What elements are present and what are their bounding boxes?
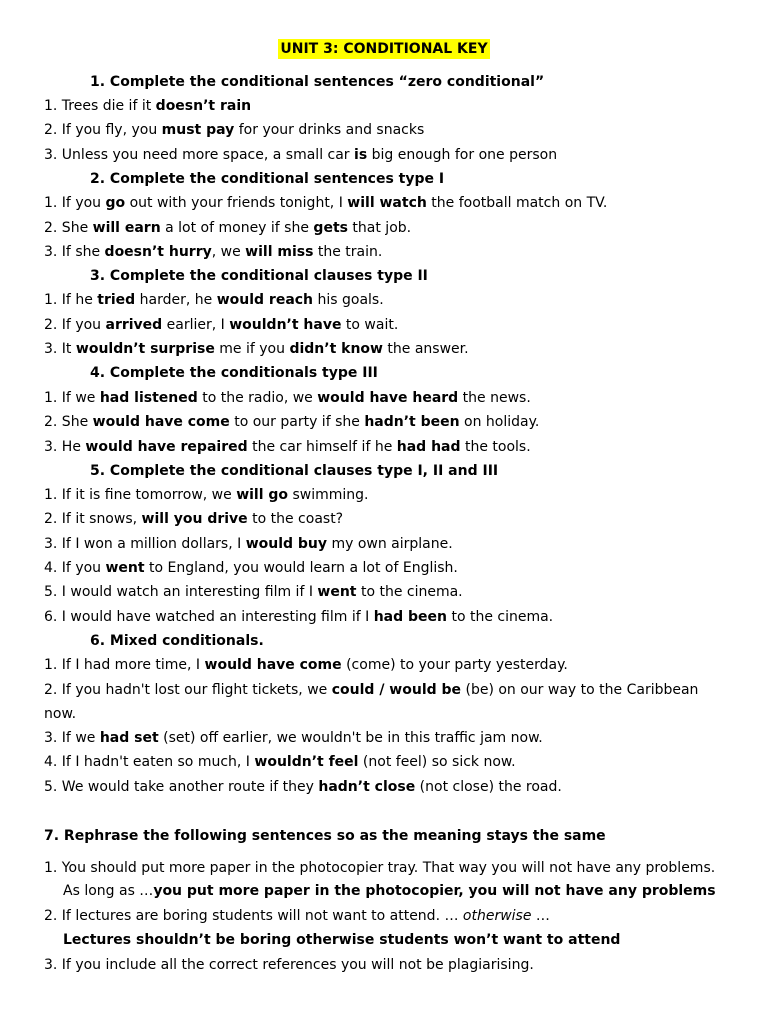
text-span: 5. Complete the conditional clauses type I, II and III (90, 463, 499, 479)
list-item (44, 316, 398, 334)
text-span: 1. Trees die if it (44, 98, 156, 114)
text-span: 3. Complete the conditional clauses type II (90, 268, 428, 284)
list-item (44, 486, 369, 504)
text-span: on holiday. (459, 414, 540, 430)
answer-text: would have repaired (85, 439, 248, 455)
list-item (44, 608, 553, 626)
answer-text: arrived (105, 317, 163, 333)
answer-text: wouldn’t have (229, 317, 342, 333)
section-heading (44, 827, 606, 845)
text-span: the answer. (382, 341, 469, 357)
list-item (44, 859, 715, 877)
section-heading (90, 632, 264, 650)
answer-text: hadn’t been (364, 414, 460, 430)
text-span: the football match on TV. (426, 195, 608, 211)
text-span: (come) to your party yesterday. (341, 657, 568, 673)
answer-text: wouldn’t feel (254, 754, 359, 770)
list-item (44, 583, 463, 601)
section-heading (90, 170, 444, 188)
text-span: 3. If you include all the correct references you will not be plagiarising. (44, 957, 534, 973)
list-item (44, 121, 424, 139)
list-item (44, 681, 698, 699)
answer-text: will you drive (141, 511, 248, 527)
text-span: my own airplane. (327, 536, 453, 552)
list-item (44, 291, 384, 309)
answer-text: you put more paper in the photocopier, you will not have any problems (153, 883, 716, 899)
list-item (63, 931, 620, 949)
text-span: harder, he (135, 292, 217, 308)
text-span: 1. You should put more paper in the photocopier tray. That way you will not have any problems. (44, 860, 716, 876)
list-item (44, 438, 531, 456)
answer-text: would have heard (317, 390, 459, 406)
list-item (44, 194, 607, 212)
page-title: UNIT 3: CONDITIONAL KEY (280, 41, 488, 57)
text-span: the tools. (460, 439, 531, 455)
list-item (44, 243, 382, 261)
text-span: 2. If you (44, 317, 106, 333)
text-span: (not feel) so sick now. (358, 754, 516, 770)
list-item (63, 882, 716, 900)
list-item (44, 705, 76, 723)
text-span: 4. If I hadn't eaten so much, I (44, 754, 255, 770)
answer-text: had been (373, 609, 447, 625)
text-span: now. (44, 706, 77, 722)
text-span: 3. If we (44, 730, 100, 746)
answer-text: must pay (161, 122, 235, 138)
answer-text: could / would be (331, 682, 462, 698)
answer-text: doesn’t rain (155, 98, 252, 114)
text-span: As long as … (63, 883, 154, 899)
text-span: the train. (313, 244, 383, 260)
answer-text: doesn’t hurry (104, 244, 212, 260)
text-span: for your drinks and snacks (234, 122, 425, 138)
answer-text: wouldn’t surprise (75, 341, 215, 357)
emphasis-text: otherwise (462, 908, 532, 924)
text-span: a lot of money if she (160, 220, 314, 236)
section-heading (90, 462, 498, 480)
text-span: 2. If lectures are boring students will not want to attend. … (44, 908, 463, 924)
text-span: out with your friends tonight, I (125, 195, 348, 211)
text-span: (not close) the road. (415, 779, 562, 795)
text-span: 7. Rephrase the following sentences so as the meaning stays the same (44, 828, 606, 844)
answer-text: will go (236, 487, 289, 503)
text-span: the news. (458, 390, 531, 406)
list-item (44, 656, 568, 674)
answer-text: is (354, 147, 368, 163)
answer-text: had listened (99, 390, 198, 406)
text-span: … (531, 908, 550, 924)
answer-text: would reach (216, 292, 314, 308)
text-span: 1. Complete the conditional sentences “zero conditional” (90, 74, 545, 90)
text-span: 1. If we (44, 390, 100, 406)
text-span: 3. It (44, 341, 76, 357)
text-span: 1. If I had more time, I (44, 657, 205, 673)
list-item (44, 146, 557, 164)
list-item (44, 729, 543, 747)
list-item (44, 510, 343, 528)
text-span: that job. (347, 220, 412, 236)
text-span: 3. If she (44, 244, 105, 260)
answer-text: would buy (245, 536, 328, 552)
list-item (44, 413, 539, 431)
answer-text: go (105, 195, 126, 211)
text-span: 2. Complete the conditional sentences type I (90, 171, 445, 187)
text-span: 4. Complete the conditionals type III (90, 365, 378, 381)
answer-text: would have come (204, 657, 342, 673)
list-item (44, 753, 516, 771)
list-item (44, 97, 251, 115)
text-span: 5. We would take another route if they (44, 779, 319, 795)
text-span: 5. I would watch an interesting film if I (44, 584, 318, 600)
answer-text: hadn’t close (318, 779, 416, 795)
text-span: 3. He (44, 439, 86, 455)
list-item (44, 219, 411, 237)
answer-text: tried (97, 292, 136, 308)
text-span: 1. If he (44, 292, 98, 308)
text-span: earlier, I (162, 317, 230, 333)
text-span: 4. If you (44, 560, 106, 576)
list-item (44, 340, 469, 358)
answer-text: didn’t know (289, 341, 383, 357)
text-span: 2. If you fly, you (44, 122, 162, 138)
answer-text: gets (313, 220, 348, 236)
text-span: to England, you would learn a lot of English. (144, 560, 458, 576)
list-item (44, 389, 531, 407)
text-span: to the coast? (247, 511, 344, 527)
text-span: 3. Unless you need more space, a small car (44, 147, 355, 163)
text-span: to the cinema. (447, 609, 554, 625)
list-item (44, 559, 458, 577)
text-span: 2. If it snows, (44, 511, 142, 527)
answer-text: went (317, 584, 357, 600)
answer-text: will earn (92, 220, 161, 236)
answer-text: would have come (92, 414, 230, 430)
text-span: to our party if she (229, 414, 365, 430)
title-wrap (0, 39, 768, 59)
text-span: me if you (214, 341, 290, 357)
text-span: (set) off earlier, we wouldn't be in this traffic jam now. (158, 730, 543, 746)
list-item (44, 778, 562, 796)
section-heading (90, 267, 428, 285)
text-span: to wait. (341, 317, 399, 333)
section-heading (90, 73, 544, 91)
answer-text: Lectures shouldn’t be boring otherwise students won’t want to attend (63, 932, 621, 948)
text-span: 2. She (44, 220, 93, 236)
text-span: 2. If you hadn't lost our flight tickets, we (44, 682, 332, 698)
text-span: swimming. (288, 487, 369, 503)
text-span: (be) on our way to the Caribbean (461, 682, 699, 698)
text-span: big enough for one person (367, 147, 558, 163)
text-span: 3. If I won a million dollars, I (44, 536, 246, 552)
text-span: 6. I would have watched an interesting film if I (44, 609, 374, 625)
text-span: the car himself if he (247, 439, 397, 455)
text-span: , we (211, 244, 246, 260)
answer-text: went (105, 560, 145, 576)
list-item (44, 956, 534, 974)
text-span: 1. If it is fine tomorrow, we (44, 487, 237, 503)
list-item (44, 535, 453, 553)
section-heading (90, 364, 378, 382)
list-item (44, 907, 550, 925)
answer-text: had set (99, 730, 159, 746)
answer-text: will watch (347, 195, 427, 211)
answer-text: had had (396, 439, 461, 455)
text-span: to the cinema. (356, 584, 463, 600)
text-span: 2. She (44, 414, 93, 430)
answer-text: will miss (245, 244, 314, 260)
text-span: to the radio, we (197, 390, 318, 406)
text-span: 1. If you (44, 195, 106, 211)
text-span: 6. Mixed conditionals. (90, 633, 264, 649)
text-span: his goals. (313, 292, 384, 308)
